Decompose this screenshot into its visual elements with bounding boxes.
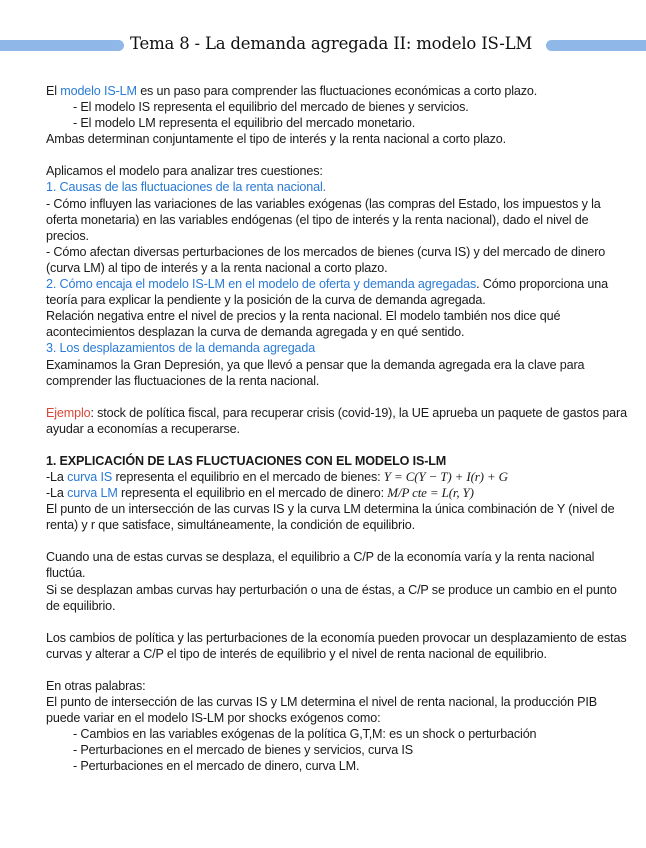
question-2-detail: Relación negativa entre el nivel de precios y la renta nacional. El modelo también nos dice qué acontecimientos desplazan la curva de demanda agregada y en qué sentido. <box>46 309 561 340</box>
page-title: Tema 8 - La demanda agregada II: modelo IS-LM <box>130 34 533 53</box>
intersection-paragraph: El punto de un intersección de las curvas IS y la curva LM determina la única combinación de Y (nivel de renta) y r que satisface, simultáneamente, la condición de equilibrio. <box>46 502 615 533</box>
lm-formula: M/P cte = L(r, Y) <box>387 485 474 501</box>
in-other-words: En otras palabras: <box>46 678 146 693</box>
question-3: 3. Los desplazamientos de la demanda agregada <box>46 341 316 356</box>
is-curve-line: -La curva IS representa el equilibrio en el mercado de bienes: Y = C(Y − T) + I(r) + G <box>46 468 508 484</box>
shock-bullet-policy: - Cambios en las variables exógenas de la política G,T,M: es un shock o perturbación <box>73 727 537 742</box>
term-is-lm: modelo IS-LM <box>60 84 137 98</box>
question-3-detail: Examinamos la Gran Depresión, ya que llevó a pensar que la demanda agregada era la clave para comprender las fluctuaciones de la renta nacional. <box>46 357 585 388</box>
apply-intro: Aplicamos el modelo para analizar tres cuestiones: <box>46 164 323 179</box>
term-is-curve: curva IS <box>67 469 113 484</box>
header-decoration-left <box>0 40 124 51</box>
intro-bullet-is: - El modelo IS representa el equilibrio del mercado de bienes y servicios. <box>73 100 469 115</box>
page-header <box>0 34 646 56</box>
example-label: Ejemplo <box>46 405 91 420</box>
lm-curve-line: -La curva LM representa el equilibrio en el mercado de dinero: M/P cte = L(r, Y) <box>46 485 474 501</box>
question-1-detail-b: - Cómo afectan diversas perturbaciones de los mercados de bienes (curva IS) y del mercado de dinero (curva LM) al tipo de interés y a la renta nacional a corto plazo. <box>46 244 606 275</box>
shock-bullet-lm: - Perturbaciones en el mercado de dinero, curva LM. <box>73 759 360 774</box>
intro-conclusion: Ambas determinan conjuntamente el tipo de interés y la renta nacional a corto plazo. <box>46 132 506 147</box>
intro-paragraph: El modelo IS-LM es un paso para comprender las fluctuaciones económicas a corto plazo. <box>46 84 538 98</box>
question-2: 2. Cómo encaja el modelo IS-LM en el modelo de oferta y demanda agregadas. Cómo proporciona una teoría para explicar la pendiente y la posición de la curva de demanda agregada. <box>46 277 608 308</box>
both-shift-paragraph: Si se desplazan ambas curvas hay perturbación o una de éstas, a C/P se produce un cambio en el punto de equilibrio. <box>46 582 617 613</box>
header-decoration-right <box>546 40 646 51</box>
section-heading: 1. EXPLICACIÓN DE LAS FLUCTUACIONES CON EL MODELO IS-LM <box>46 453 447 468</box>
shocks-paragraph: El punto de intersección de las curvas IS y LM determina el nivel de renta nacional, la producción PIB puede variar en el modelo IS-LM por shocks exógenos como: <box>46 695 598 726</box>
shock-bullet-is: - Perturbaciones en el mercado de bienes y servicios, curva IS <box>73 743 413 758</box>
intro-bullet-lm: - El modelo LM representa el equilibrio del mercado monetario. <box>73 116 416 131</box>
example-paragraph: Ejemplo: stock de política fiscal, para recuperar crisis (covid-19), la UE aprueba un paquete de gastos para ayudar a economías a recuperarse. <box>46 405 627 436</box>
question-1: 1. Causas de las fluctuaciones de la renta nacional. <box>46 180 326 195</box>
is-formula: Y = C(Y − T) + I(r) + G <box>383 468 508 484</box>
policy-paragraph: Los cambios de política y las perturbaciones de la economía pueden provocar un desplazamiento de estas curvas y alterar a C/P el tipo de interés de equilibrio y el nivel de renta nacional de equilibrio. <box>46 630 627 661</box>
question-1-detail-a: - Cómo influyen las variaciones de las variables exógenas (las compras del Estado, los impuestos y la oferta monetaria) en las variables endógenas (el tipo de interés y la renta nacional), dado el nivel de precios. <box>46 196 601 243</box>
document-body <box>46 83 630 774</box>
shift-paragraph: Cuando una de estas curvas se desplaza, el equilibrio a C/P de la economía varía y la renta nacional fluctúa. <box>46 550 595 581</box>
term-lm-curve: curva LM <box>67 486 118 501</box>
